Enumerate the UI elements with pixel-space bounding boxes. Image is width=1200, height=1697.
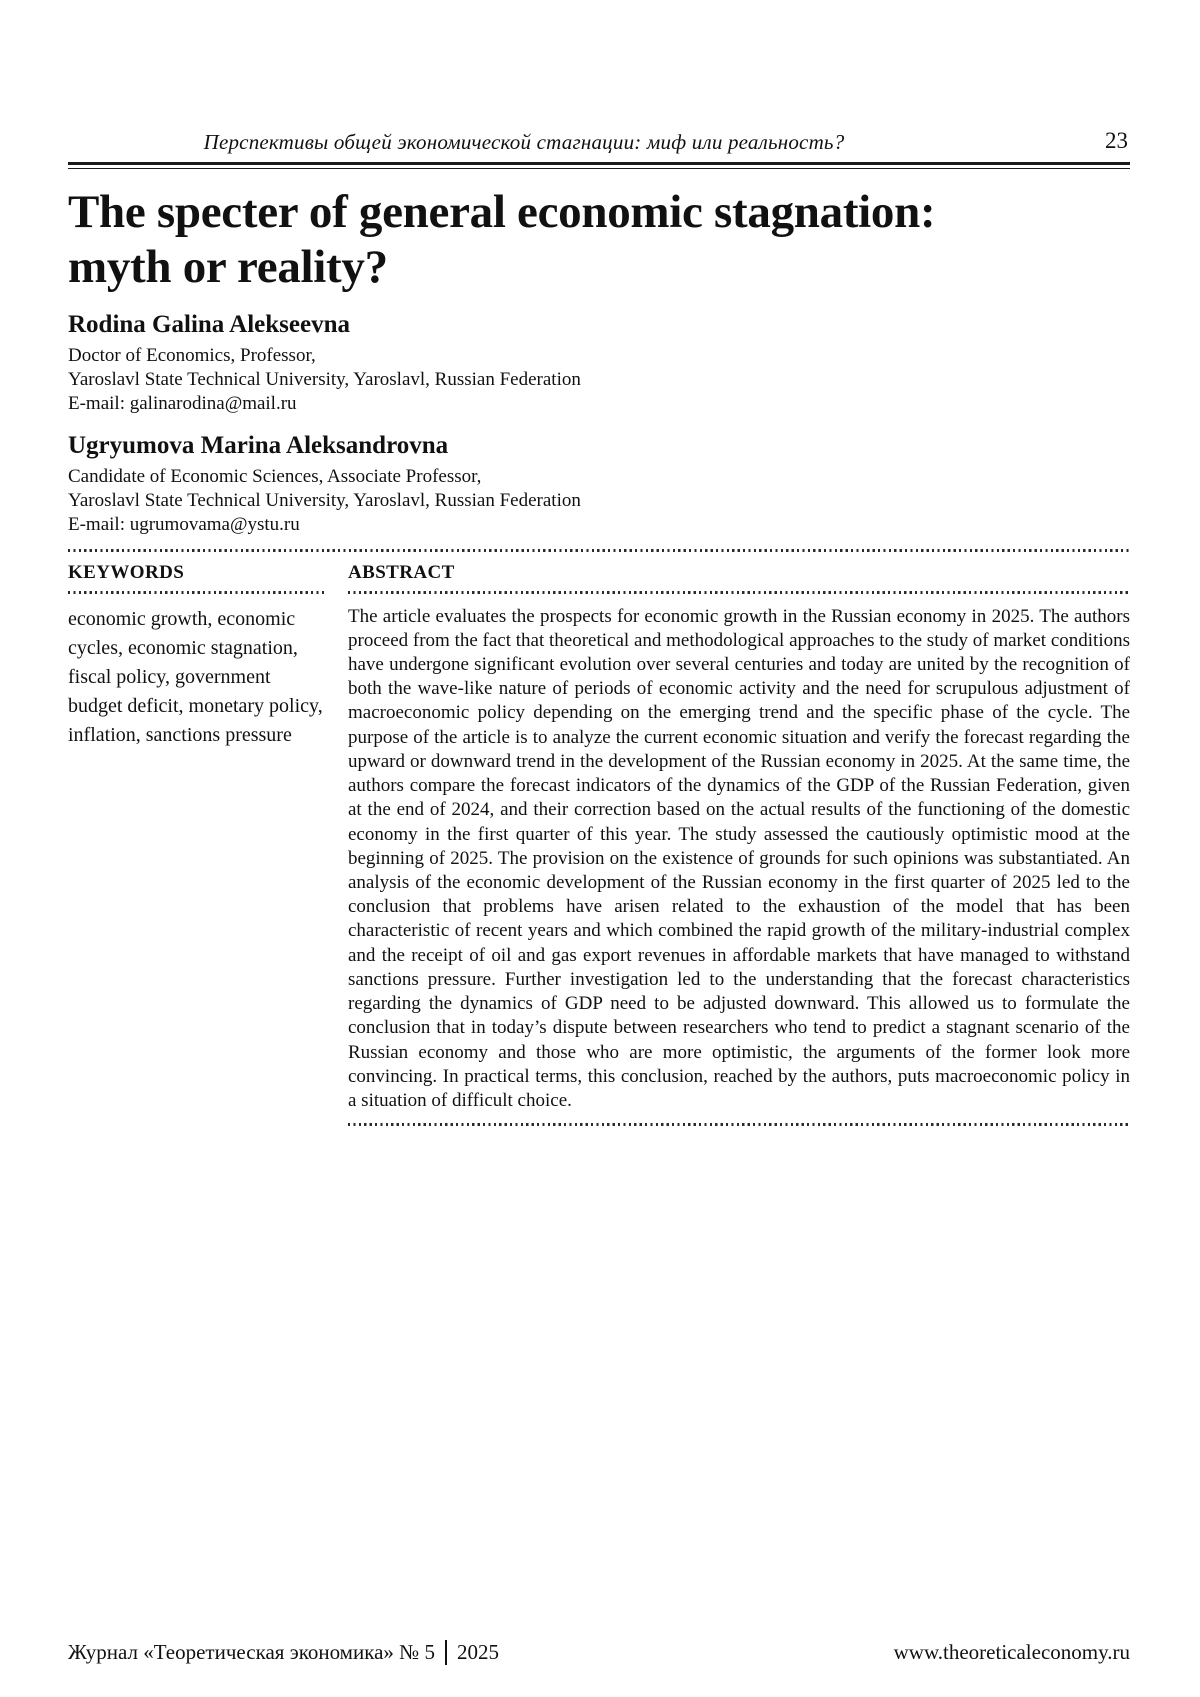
article-title-line2: myth or reality? <box>68 240 388 293</box>
top-dotted-divider <box>68 549 1130 552</box>
abstract-section <box>348 554 1130 1127</box>
author-affiliation: Yaroslavl State Technical University, Yaroslavl, Russian Federation <box>68 368 581 390</box>
abstract-heading: ABSTRACT <box>348 561 455 583</box>
author-position: Candidate of Economic Sciences, Associate Professor, <box>68 465 482 487</box>
journal-title: Журнал «Теоретическая экономика» № 5 <box>68 1640 435 1664</box>
running-head-title: Перспективы общей экономической стагнации: миф или реальность? <box>203 130 845 154</box>
author-email: E-mail: ugrumovama@ystu.ru <box>68 513 300 535</box>
column-gap <box>326 554 348 1127</box>
author-affiliation: Yaroslavl State Technical University, Yaroslavl, Russian Federation <box>68 489 581 511</box>
footer-journal-info <box>68 1640 499 1665</box>
journal-year: 2025 <box>456 1640 499 1664</box>
article-title-line1: The specter of general economic stagnation: <box>68 186 936 238</box>
footer-divider-bar <box>445 1640 447 1665</box>
author-name: Rodina Galina Alekseevna <box>68 310 350 338</box>
article-title <box>68 185 1130 295</box>
keywords-text: economic growth, economic cycles, economic stagnation, fiscal policy, government budget deficit, monetary policy, inflation, sanctions pressure <box>68 607 323 747</box>
running-head-row <box>68 130 1130 155</box>
author-block-1 <box>68 310 1130 416</box>
keywords-abstract-columns <box>68 554 1130 1127</box>
author-name: Ugryumova Marina Aleksandrovna <box>68 431 449 459</box>
author-position: Doctor of Economics, Professor, <box>68 344 316 366</box>
journal-website: www.theoreticaleconomy.ru <box>893 1640 1130 1664</box>
abstract-text: The article evaluates the prospects for economic growth in the Russian economy in 2025. The authors proceed from the fact that theoretical and methodological approaches to the study of market conditions have undergone significant evolution over several centuries and today are united by the recognition of both the wave-like nature of periods of economic activity and the need for scrupulous adjustment of macroeconomic policy depending on the emerging trend and the specific phase of the cycle. The purpose of the article is to analyze the current economic situation and verify the forecast regarding the upward or downward trend in the development of the Russian economy in 2025. At the same time, the authors compare the forecast indicators of the dynamics of the GDP of the Russian Federation, given at the end of 2024, and their correction based on the actual results of the functioning of the domestic economy in the first quarter of this year. The study assessed the cautiously optimistic mood at the beginning of 2025. The provision on the existence of grounds for such opinions was substantiated. An analysis of the economic development of the Russian economy in the first quarter of 2025 led to the conclusion that problems have arisen related to the exhaustion of the model that has been characteristic of recent years and which combined the rapid growth of the military-industrial complex and the receipt of oil and gas export revenues in affordable markets that have managed to withstand sanctions pressure. Further investigation led to the understanding that the forecast characteristics regarding the dynamics of GDP need to be adjusted downward. This allowed us to formulate the conclusion that in today’s dispute between researchers who tend to predict a stagnant scenario of the Russian economy and those who are more optimistic, the arguments of the former look more convincing. In practical terms, this conclusion, reached by the authors, puts macroeconomic policy in a situation of difficult choice. <box>348 605 1130 1111</box>
bottom-dotted-divider <box>348 1123 1130 1126</box>
page-number: 23 <box>1105 128 1128 153</box>
keywords-section <box>68 554 326 1127</box>
author-block-2 <box>68 431 1130 537</box>
page-footer <box>68 1640 1130 1665</box>
author-email: E-mail: galinarodina@mail.ru <box>68 392 297 414</box>
header-rule <box>68 162 1130 169</box>
keywords-heading: KEYWORDS <box>68 561 185 583</box>
